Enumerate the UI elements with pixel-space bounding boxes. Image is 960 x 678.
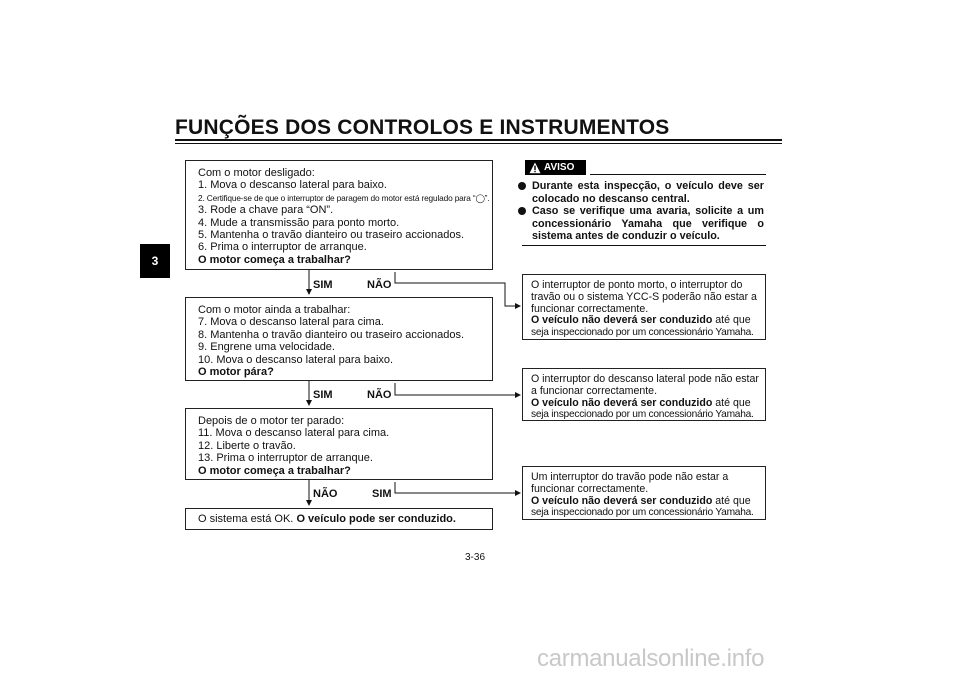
label-sim-2: SIM [313,389,333,401]
aviso-badge [525,160,586,175]
result2-last: seja inspeccionado por um concessionário Yamaha. [531,409,754,421]
box1-line: 5. Mantenha o travão dianteiro ou traseiro accionados. [198,229,464,242]
label-nao-2: NÃO [367,389,392,401]
box1-line: 3. Rode a chave para “ON”. [198,204,334,217]
result3-last: seja inspeccionado por um concessionário Yamaha. [531,507,754,519]
box2-line: 10. Mova o descanso lateral para baixo. [198,353,394,366]
aviso-top-rule [590,174,766,175]
box3-question: O motor começa a trabalhar? [198,464,351,477]
aviso-item-text: Durante esta inspecção, o veículo deve ser colocado no descanso central. [532,180,764,205]
box4-text: O sistema está OK. [198,513,294,525]
result-box-sidestand [522,368,766,421]
box3-line: Depois de o motor ter parado: [198,415,345,427]
aviso-bottom-rule [522,245,766,246]
aviso-item [532,205,764,243]
box2-line: 8. Mantenha o travão dianteiro ou traseiro accionados. [198,328,464,341]
flow-box-stopped [185,408,493,480]
result1-line: funcionar correctamente. [531,302,649,315]
result3-until: até que [715,494,751,507]
box2-question: O motor pára? [198,366,274,379]
result3-line: funcionar correctamente. [531,482,649,495]
arrow-right-2 [395,383,520,395]
label-nao-1: NÃO [367,279,392,291]
box1-line: 4. Mude a transmissão para ponto morto. [198,216,400,229]
warning-icon [529,162,541,174]
flow-box-running [185,297,493,381]
result1-line: O interruptor de ponto morto, o interruptor do [531,279,743,291]
box1-line: 1. Mova o descanso lateral para baixo. [198,179,387,192]
box1-line: 2. Certifique-se de que o interruptor de paragem do motor está regulado para “◯”. [198,192,490,203]
box3-line: 11. Mova o descanso lateral para cima. [198,427,390,440]
box3-line: 13. Prima o interruptor de arranque. [198,452,373,465]
label-sim-1: SIM [313,279,333,291]
aviso-label: AVISO [544,162,575,173]
page-number: 3-36 [465,552,486,563]
box1-line: Com o motor desligado: [198,167,315,179]
result2-bold: O veículo não deverá ser conduzido [531,396,713,409]
box4-bold: O veículo pode ser conduzido. [296,513,456,525]
box2-line: 9. Engrene uma velocidade. [198,341,335,354]
result2-until: até que [715,396,751,409]
aviso-item [532,180,764,205]
bullet-icon [518,182,526,190]
result1-last: seja inspeccionado por um concessionário Yamaha. [531,327,754,339]
bullet-icon [518,207,526,215]
result-box-brake [522,466,766,520]
page-title: FUNÇÕES DOS CONTROLOS E INSTRUMENTOS [175,116,670,139]
result3-bold: O veículo não deverá ser conduzido [531,494,713,507]
result1-line: travão ou o sistema YCC-S poderão não estar a [531,290,757,303]
flow-box-start [185,160,493,270]
box1-line: 6. Prima o interruptor de arranque. [198,241,367,254]
aviso-item-text: Caso se verifique uma avaria, solicite a um concessionário Yamaha que verifique o sistema antes de conduzir o veículo. [532,205,764,243]
result2-line: O interruptor do descanso lateral pode não estar [531,373,759,385]
box3-line: 12. Liberte o travão. [198,439,296,452]
arrow-right-3 [395,482,520,493]
box1-question: O motor começa a trabalhar? [198,253,351,266]
label-sim-3: SIM [372,488,392,500]
box2-line: Com o motor ainda a trabalhar: [198,304,351,316]
flow-box-ok [185,508,493,530]
result1-bold: O veículo não deverá ser conduzido [531,314,713,327]
result-box-neutral [522,274,766,340]
result3-line: Um interruptor do travão pode não estar a [531,471,729,483]
watermark: carmanualsonline.info [537,645,765,672]
result1-until: até que [715,314,751,327]
label-nao-3: NÃO [313,488,338,500]
chapter-tab: 3 [140,244,170,278]
box2-line: 7. Mova o descanso lateral para cima. [198,316,384,329]
result2-line: a funcionar correctamente. [531,384,658,397]
